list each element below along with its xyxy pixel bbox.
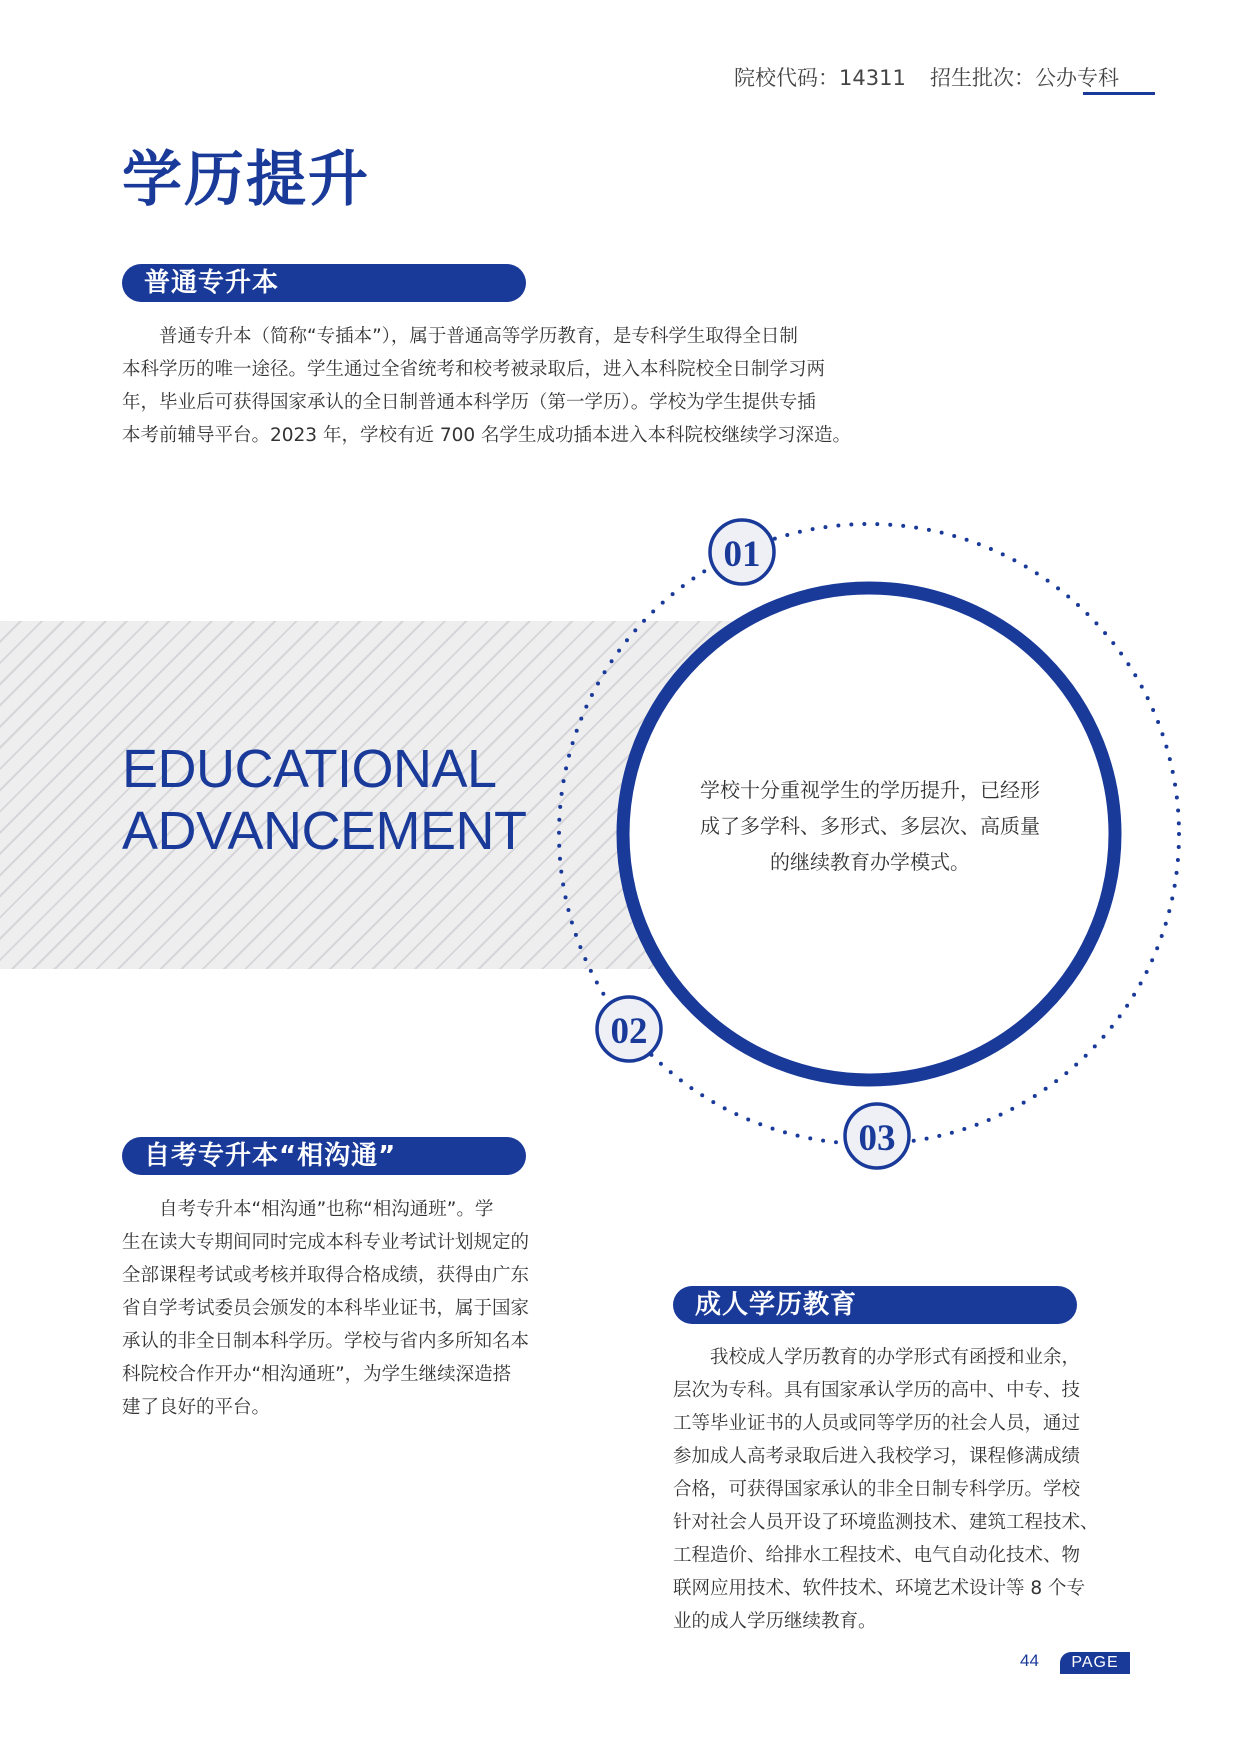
text-line: 针对社会人员开设了环境监测技术、建筑工程技术、 xyxy=(673,1512,1099,1533)
circle-text-line: 成了多学科、多形式、多层次、高质量 xyxy=(700,814,1040,838)
section-title-adult: 成人学历教育 xyxy=(673,1286,1077,1324)
page-number: 44 xyxy=(1020,1651,1039,1670)
page-title: 学历提升 xyxy=(122,145,370,215)
text-line: 建了良好的平台。 xyxy=(122,1397,271,1418)
badge-01-label: 01 xyxy=(723,534,761,575)
badge-02-label: 02 xyxy=(610,1011,648,1052)
text-line: 自考专升本“相沟通”也称“相沟通班”。学 xyxy=(159,1199,494,1220)
text-line: 普通专升本（简称“专插本”），属于普通高等学历教育，是专科学生取得全日制 xyxy=(159,326,798,347)
section-body-self-study xyxy=(122,1193,570,1424)
section-body-adult xyxy=(673,1341,1121,1638)
text-line: 业的成人学历继续教育。 xyxy=(673,1611,877,1632)
badge-02 xyxy=(597,997,661,1061)
text-line: 年，毕业后可获得国家承认的全日制普通本科学历（第一学历）。学校为学生提供专插 xyxy=(122,392,816,413)
text-line: 生在读大专期间同时完成本科专业考试计划规定的 xyxy=(122,1232,530,1253)
text-line: 工程造价、给排水工程技术、电气自动化技术、物 xyxy=(673,1545,1081,1566)
badge-03-label: 03 xyxy=(858,1118,896,1159)
text-line: 省自学考试委员会颁发的本科毕业证书，属于国家 xyxy=(122,1298,530,1319)
circle-text-line: 学校十分重视学生的学历提升，已经形 xyxy=(700,778,1040,802)
text-line: 全部课程考试或考核并取得合格成绩，获得由广东 xyxy=(122,1265,530,1286)
text-line: 承认的非全日制本科学历。学校与省内多所知名本 xyxy=(122,1331,530,1352)
page-label: PAGE xyxy=(1060,1652,1130,1674)
badge-01 xyxy=(710,520,774,584)
section-title-self-study: 自考专升本“相沟通” xyxy=(122,1137,526,1175)
text-line: 层次为专科。具有国家承认学历的高中、中专、技 xyxy=(673,1380,1081,1401)
text-line: 联网应用技术、软件技术、环境艺术设计等 8 个专 xyxy=(673,1578,1086,1599)
text-line: 本科学历的唯一途径。学生通过全省统考和校考被录取后，进入本科院校全日制学习两 xyxy=(122,359,826,380)
text-line: 我校成人学历教育的办学形式有函授和业余， xyxy=(710,1347,1081,1368)
circle-text-line: 的继续教育办学模式。 xyxy=(770,850,970,874)
text-line: 本考前辅导平台。2023 年，学校有近 700 名学生成功插本进入本科院校继续学习深造。 xyxy=(122,425,852,446)
text-line: 工等毕业证书的人员或同等学历的社会人员，通过 xyxy=(673,1413,1081,1434)
school-code: 院校代码：14311 xyxy=(734,66,906,90)
english-title-line1: EDUCATIONAL xyxy=(122,739,497,799)
circle-text xyxy=(680,772,1060,880)
text-line: 参加成人高考录取后进入我校学习，课程修满成绩 xyxy=(673,1446,1081,1467)
enroll-batch: 招生批次：公办专科 xyxy=(930,66,1119,90)
section-title-regular: 普通专升本 xyxy=(122,264,526,302)
text-line: 合格，可获得国家承认的非全日制专科学历。学校 xyxy=(673,1479,1081,1500)
text-line: 科院校合作开办“相沟通班”，为学生继续深造搭 xyxy=(122,1364,512,1385)
badge-03 xyxy=(845,1104,909,1168)
english-title-line2: ADVANCEMENT xyxy=(122,801,527,861)
